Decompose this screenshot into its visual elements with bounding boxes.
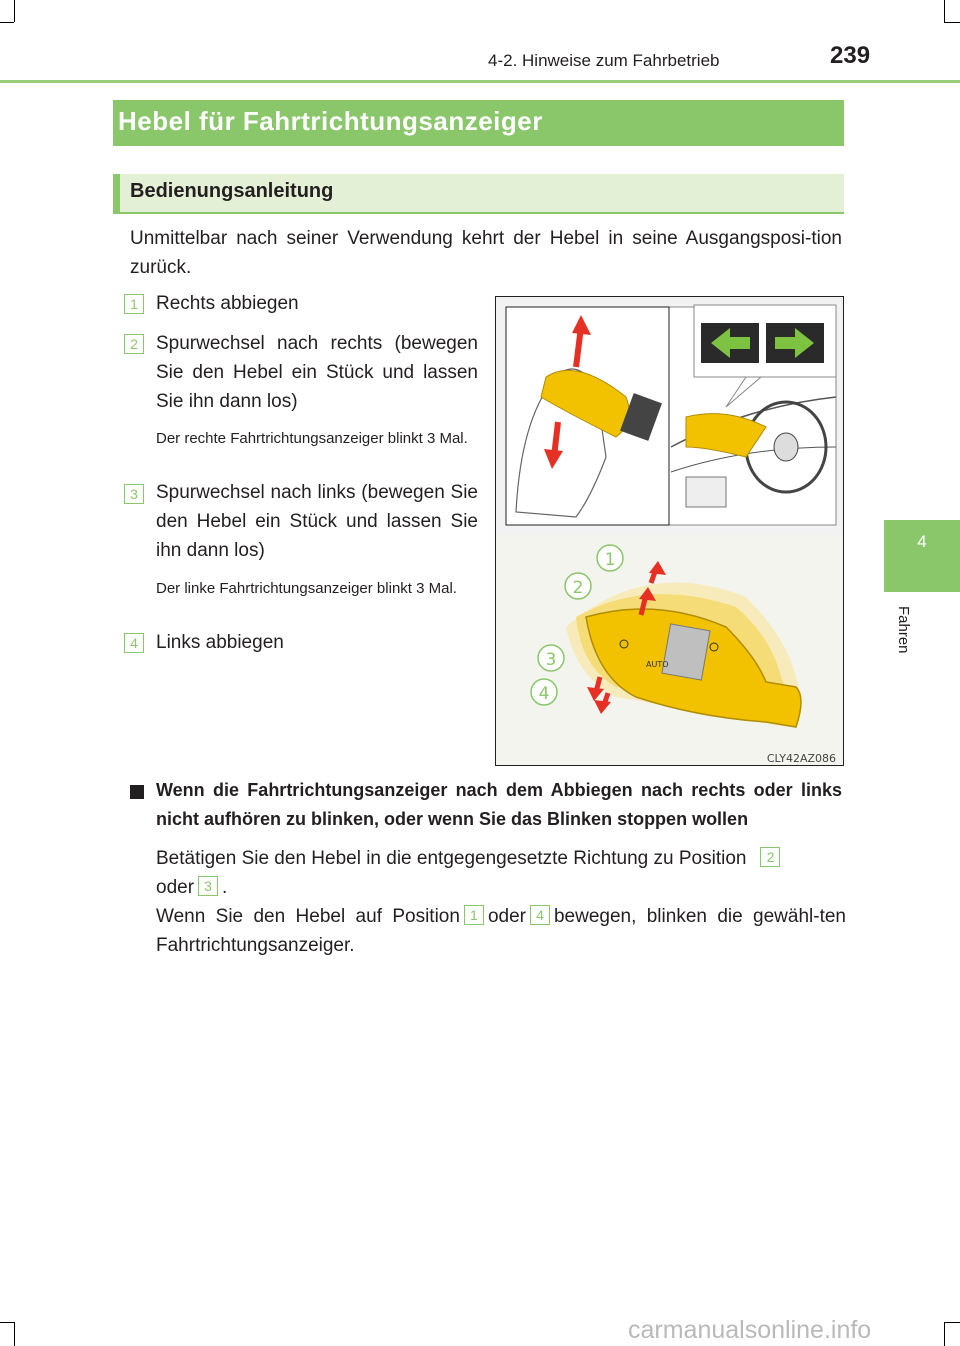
chapter-name	[890, 606, 914, 666]
note-line-1	[156, 844, 846, 873]
chapter-tab	[884, 520, 960, 592]
item-marker: 1	[124, 294, 144, 314]
page-number: 239	[830, 42, 871, 69]
note-text: oder	[487, 906, 526, 927]
note-paragraph	[156, 844, 846, 960]
item-text: Spurwechsel nach rechts (bewegen Sie den Hebel ein Stück und lassen Sie ihn dann los)	[156, 333, 478, 412]
figure-code: CLY42AZ086	[766, 752, 836, 765]
lever-illustration-svg	[496, 297, 844, 766]
crop-mark	[0, 1322, 14, 1323]
callout-1-label: 1	[604, 550, 616, 570]
bullet-square	[130, 785, 144, 799]
position-marker: 3	[198, 876, 218, 896]
crop-mark	[944, 0, 945, 22]
intro-paragraph: Unmittelbar nach seiner Verwendung kehrt der Hebel in seine Ausgangsposi-tion zurück.	[130, 228, 842, 278]
note-text: Betätigen Sie den Hebel in die entgegengesetzte Richtung zu Position	[156, 848, 747, 869]
item-note: Der rechte Fahrtrichtungsanzeiger blinkt 3 Mal.	[156, 430, 468, 447]
note-line-2	[156, 873, 846, 902]
callout-3-label: 3	[545, 650, 557, 670]
position-marker: 2	[760, 847, 780, 867]
note-text: .	[222, 877, 228, 898]
note-heading: Wenn die Fahrtrichtungsanzeiger nach dem Abbiegen nach rechts oder links nicht aufhören zu blinken, oder wenn Sie das Blinken stoppen wollen	[156, 780, 842, 829]
item-marker: 3	[124, 484, 144, 504]
crop-mark	[944, 22, 960, 23]
chapter-name-text: Fahren	[895, 606, 912, 654]
note-text: Wenn Sie den Hebel auf Position	[156, 906, 460, 927]
crop-mark	[0, 22, 14, 23]
note-text: oder	[156, 877, 195, 898]
section-subtitle: Bedienungsanleitung	[130, 180, 334, 202]
callout-4-label: 4	[538, 684, 550, 704]
item-text: Links abbiegen	[156, 632, 284, 653]
chapter-number: 4	[917, 532, 927, 551]
lever-illustration	[495, 296, 844, 766]
position-marker: 1	[464, 905, 484, 925]
crop-mark	[14, 0, 15, 22]
note-text: bewegen, blinken die gewähl-ten Fahrtrichtungsanzeiger.	[156, 906, 846, 956]
position-marker: 4	[530, 905, 550, 925]
header-section-title: 4-2. Hinweise zum Fahrbetrieb	[488, 51, 720, 70]
note-line-3	[156, 902, 846, 960]
item-note: Der linke Fahrtrichtungsanzeiger blinkt 3 Mal.	[156, 580, 457, 597]
item-text: Rechts abbiegen	[156, 293, 299, 314]
crop-mark	[14, 1322, 15, 1346]
item-marker: 4	[124, 633, 144, 653]
page-title: Hebel für Fahrtrichtungsanzeiger	[118, 106, 543, 136]
item-marker: 2	[124, 334, 144, 354]
auto-label: AUTO	[646, 660, 669, 669]
header-rule	[0, 80, 960, 83]
watermark: carmanualsonline.info	[628, 1316, 872, 1344]
item-text: Spurwechsel nach links (bewegen Sie den Hebel ein Stück und lassen Sie ihn dann los)	[156, 482, 478, 561]
crop-mark	[944, 1322, 945, 1346]
lever-switch	[662, 624, 710, 680]
callout-2-label: 2	[572, 578, 584, 598]
crop-mark	[944, 1322, 960, 1323]
